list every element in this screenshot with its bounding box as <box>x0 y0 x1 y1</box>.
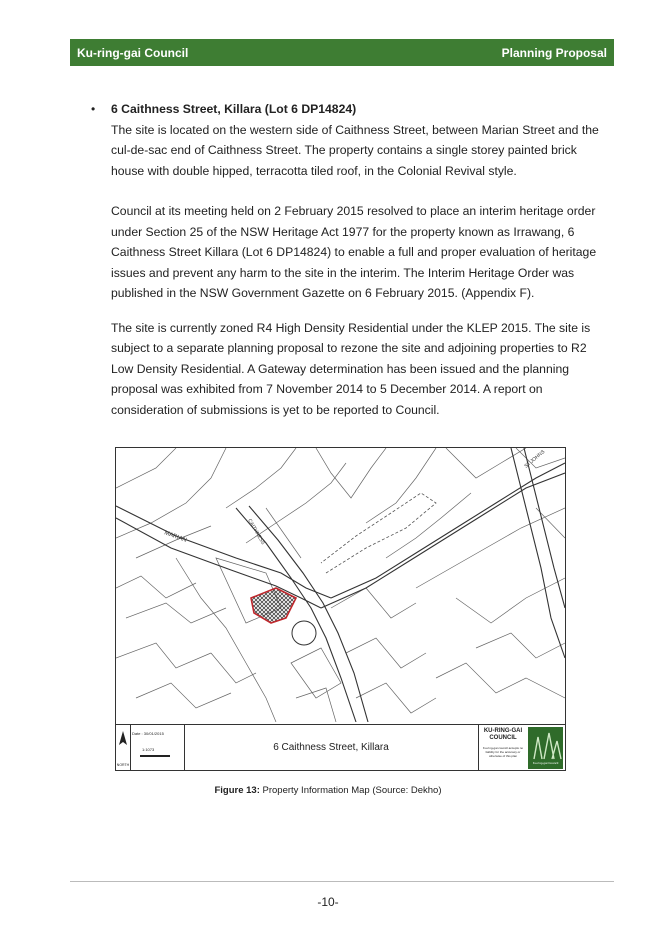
council-disclaimer: Ku-ring-gai council accepts no liability for the accuracy or otherwise of this plan <box>482 746 524 758</box>
council-logo-text: Ku-ring-gai Council <box>532 761 559 765</box>
street-label-caithness: CAITHNESS <box>246 518 266 546</box>
header-council-name: Ku-ring-gai Council <box>77 45 189 60</box>
council-info <box>478 725 527 771</box>
scale-bar <box>140 755 170 757</box>
header-document-type: Planning Proposal <box>501 45 607 60</box>
section-content <box>91 99 601 420</box>
section-heading: 6 Caithness Street, Killara (Lot 6 DP14824) <box>111 102 357 116</box>
legend-date: Date : 30/01/2015 <box>132 731 164 736</box>
figure-text: Property Information Map (Source: Dekho) <box>262 785 442 796</box>
bullet-icon: • <box>91 102 96 116</box>
paragraph-heritage-order: Council at its meeting held on 2 February 2015 resolved to place an interim heritage order under Section 25 of the NSW Heritage Act 1977 for the property known as Irrawang, 6 Caithness Street Killara (Lot 6 DP14824) to enable a full and proper evaluation of heritage issues and prevent any harm to the site in the interim. The Interim Heritage Order was published in the NSW Government Gazette on 6 February 2015. (Appendix F). <box>111 204 597 300</box>
street-label-right: ST JOHNS <box>523 449 547 470</box>
legend-title: 6 Caithness Street, Killara <box>273 742 389 753</box>
street-label-marian: MARIAN <box>163 530 188 544</box>
property-map <box>116 448 565 722</box>
figure-label: Figure 13: <box>214 785 260 796</box>
north-label: NORTH <box>116 763 130 767</box>
page-number: -10- <box>317 895 339 909</box>
footer-divider <box>70 881 614 882</box>
map-legend <box>116 724 565 771</box>
legend-date-scale <box>132 725 185 771</box>
paragraph-site-description: The site is located on the western side of Caithness Street, between Marian Street and the cul-de-sac end of Caithness Street. The property contains a single storey painted brick house with double hipped, terracotta tiled roof, in the Colonial Revival style. <box>111 122 599 178</box>
figure-caption <box>0 785 656 796</box>
council-name: KU-RING-GAI COUNCIL <box>483 728 523 741</box>
page-header <box>70 39 614 66</box>
legend-scale: 1:1073 <box>142 747 155 752</box>
paragraph-zoning: The site is currently zoned R4 High Density Residential under the KLEP 2015. The site is subject to a separate planning proposal to rezone the site and adjoining properties to R2 Low Density Residential. A Gateway determination has been issued and the planning proposal was exhibited from 7 November 2014 to 5 December 2014. A report on consideration of submissions is yet to be reported to Council. <box>111 320 591 417</box>
north-arrow-box <box>116 725 131 771</box>
property-map-figure <box>115 447 566 771</box>
council-logo <box>528 727 563 769</box>
